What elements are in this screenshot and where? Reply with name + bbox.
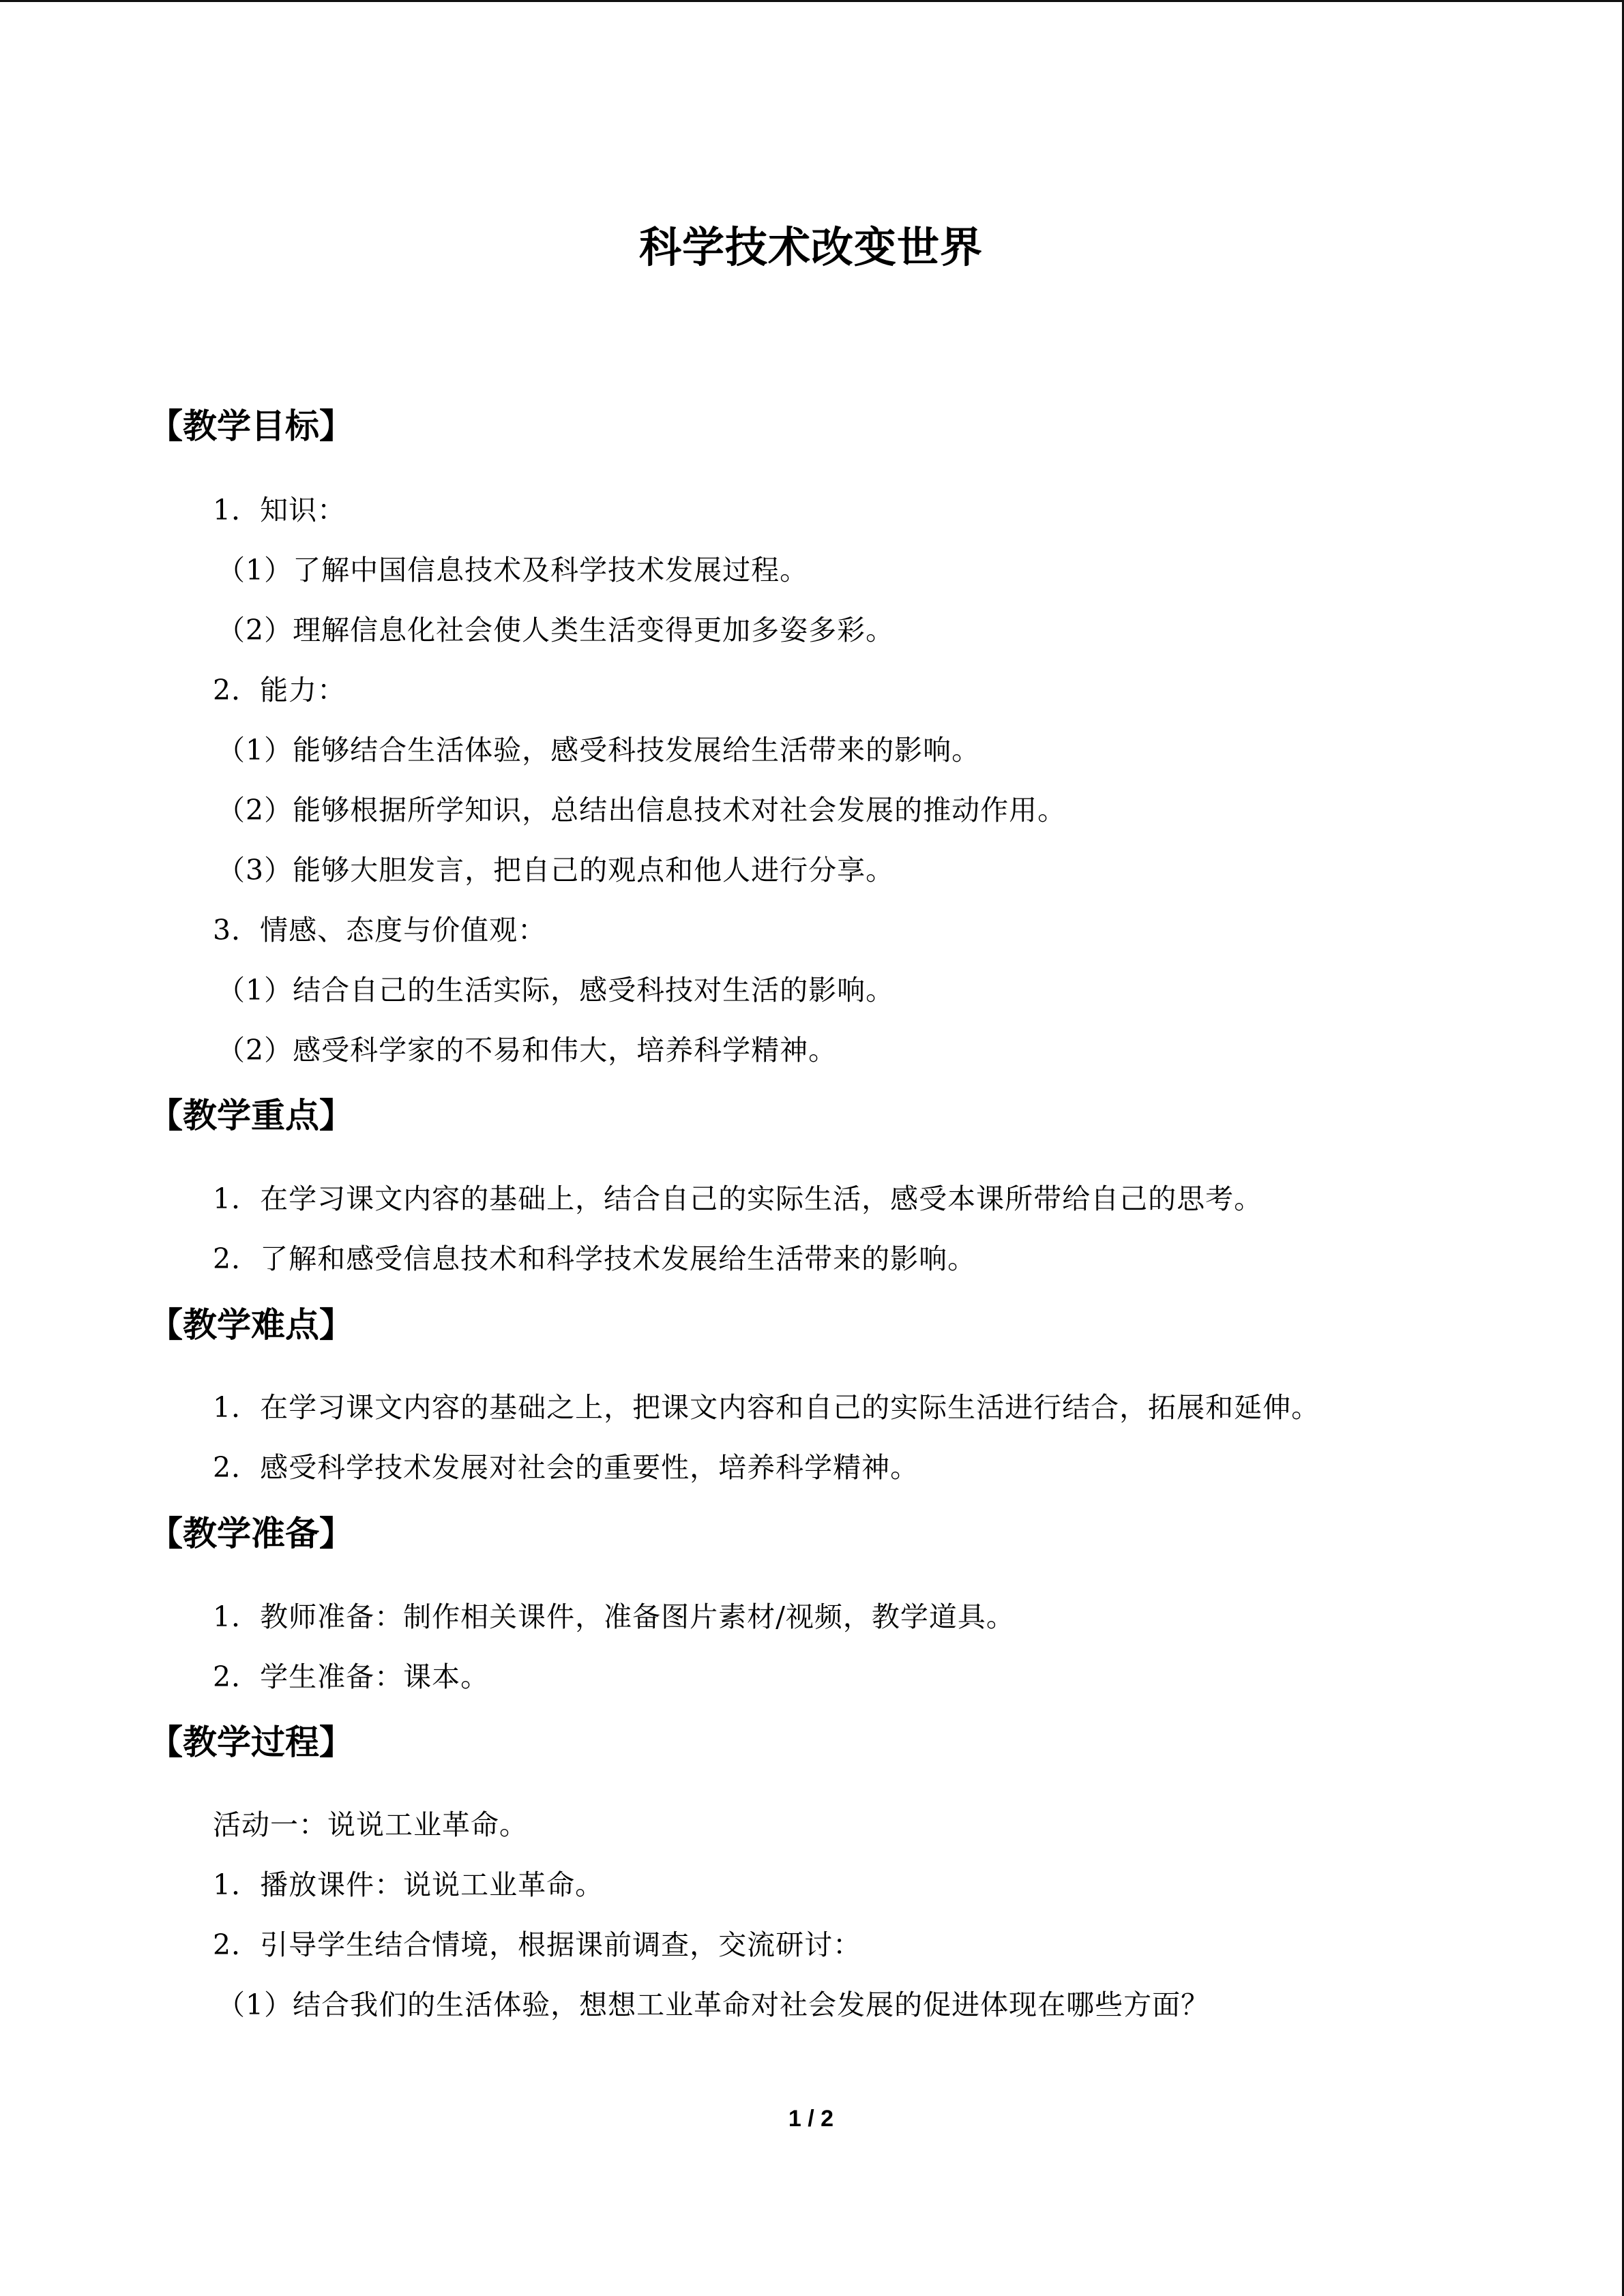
- page-number: 1 / 2: [788, 2106, 834, 2132]
- objective-item: （2）感受科学家的不易和伟大，培养科学精神。: [217, 1034, 838, 1067]
- section-heading-difficulties: 【教学难点】: [149, 1305, 353, 1345]
- difficulty-item: 2．感受科学技术发展对社会的重要性，培养科学精神。: [213, 1451, 919, 1484]
- objective-ability-label: 2．能力：: [213, 674, 346, 706]
- objective-knowledge-label: 1．知识：: [213, 494, 346, 526]
- preparation-item: 2．学生准备：课本。: [213, 1660, 490, 1693]
- objective-item: （1）了解中国信息技术及科学技术发展过程。: [217, 554, 809, 586]
- document-title: 科学技术改变世界: [638, 222, 983, 272]
- process-step: 2．引导学生结合情境，根据课前调查，交流研讨：: [213, 1928, 862, 1961]
- key-point-item: 1．在学习课文内容的基础上，结合自己的实际生活，感受本课所带给自己的思考。: [213, 1182, 1263, 1215]
- document-page: [0, 2, 1622, 2296]
- objective-item: （3）能够大胆发言，把自己的观点和他人进行分享。: [217, 854, 895, 886]
- objective-item: （1）结合自己的生活实际，感受科技对生活的影响。: [217, 974, 895, 1007]
- section-heading-process: 【教学过程】: [149, 1723, 353, 1762]
- key-point-item: 2．了解和感受信息技术和科学技术发展给生活带来的影响。: [213, 1242, 977, 1275]
- objective-item: （2）能够根据所学知识，总结出信息技术对社会发展的推动作用。: [217, 794, 1067, 826]
- process-step: 1．播放课件：说说工业革命。: [213, 1868, 604, 1901]
- section-heading-objectives: 【教学目标】: [149, 406, 353, 446]
- difficulty-item: 1．在学习课文内容的基础之上，把课文内容和自己的实际生活进行结合，拓展和延伸。: [213, 1391, 1320, 1424]
- preparation-item: 1．教师准备：制作相关课件，准备图片素材/视频，教学道具。: [213, 1600, 1015, 1633]
- section-heading-preparation: 【教学准备】: [149, 1514, 353, 1553]
- process-question: （1）结合我们的生活体验，想想工业革命对社会发展的促进体现在哪些方面？: [217, 1988, 1210, 2021]
- objective-item: （1）能够结合生活体验，感受科技发展给生活带来的影响。: [217, 734, 981, 766]
- section-heading-key-points: 【教学重点】: [149, 1096, 353, 1135]
- process-activity-title: 活动一：说说工业革命。: [213, 1808, 528, 1841]
- objective-item: （2）理解信息化社会使人类生活变得更加多姿多彩。: [217, 614, 895, 646]
- objective-values-label: 3．情感、态度与价值观：: [213, 914, 547, 946]
